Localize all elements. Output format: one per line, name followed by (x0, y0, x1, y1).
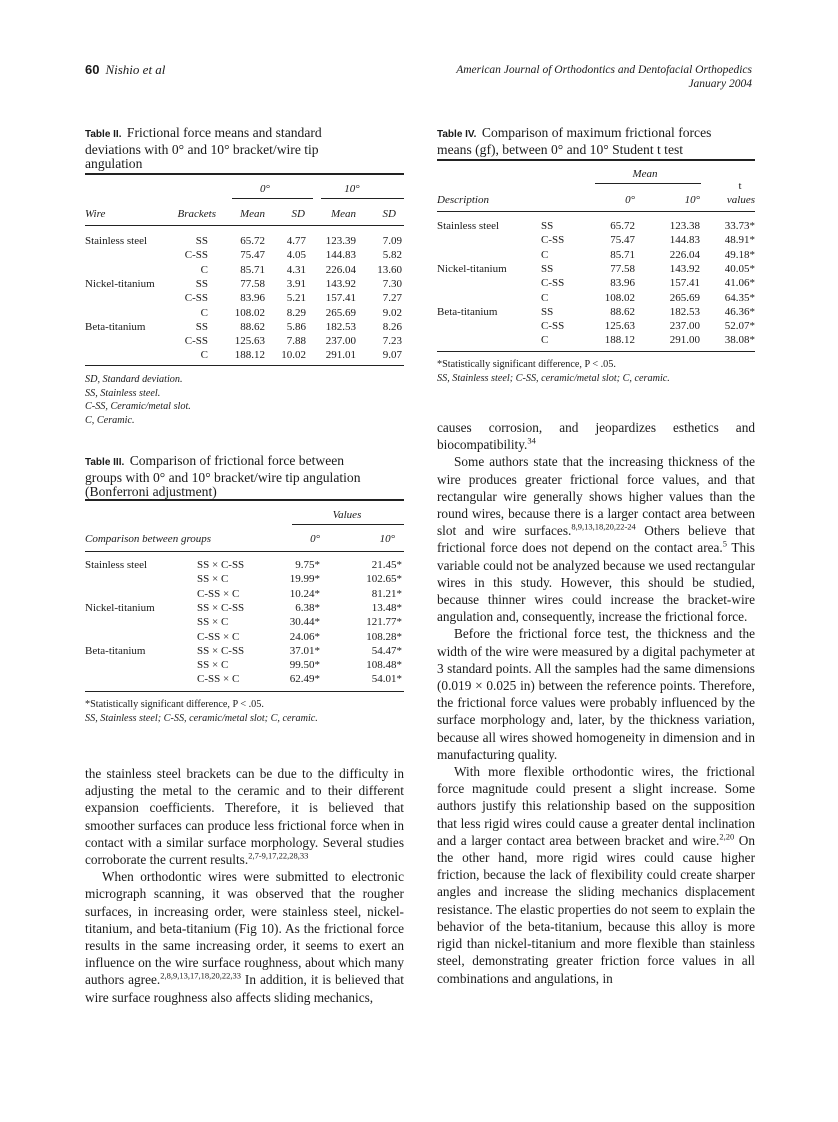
table3-caption-line: (Bonferroni adjustment) (85, 484, 217, 499)
table3-top-rule (85, 499, 404, 501)
table2-bottom-rule (85, 365, 404, 366)
table3-value0-cell: 19.99* (289, 573, 320, 586)
footnote: C, Ceramic. (85, 414, 135, 426)
running-header-right (412, 63, 752, 91)
table2-mean0-cell: 85.71 (240, 263, 265, 276)
paragraph (85, 868, 404, 1006)
table4-t-cell: 38.08* (724, 334, 755, 347)
table3-comparison-cell: SS × C-SS (197, 644, 245, 657)
text-run: Before the frictional force test, the thickness and the width of the wire were measured by a digital pachymeter at 3 standard points. All the samples had the same dimensions (0.019 × 0.025 in) between the reference points. Therefore, the frictional force values were probably influenced by the surface morphology and, later, by the thickness variation, because all wires showed homogeneity in dimension and in manufacturing quality. (437, 626, 755, 762)
table2-bracket-cell: C (200, 263, 208, 276)
table4-footnotes (437, 358, 670, 385)
table3-value0-cell: 30.44* (289, 616, 320, 629)
table3-caption-line: groups with 0° and 10° bracket/wire tip angulation (85, 469, 361, 485)
text-run: the stainless steel brackets can be due to the difficulty in adjusting the metal to the ceramic and to their different expansion coefficients. Therefore, it is believed that smoother surfaces can produce less frictional force when in contact with a similar surface morphology. Several studies corroborate the current results. (85, 766, 404, 868)
table4-t-cell: 49.18* (724, 248, 755, 261)
table4-mean10-cell: 144.83 (669, 234, 700, 247)
table4-header-rule (437, 211, 755, 212)
table3-value0-cell: 6.38* (295, 601, 320, 614)
table2-header-rule (85, 225, 404, 226)
table4-header-0: 0° (625, 194, 635, 206)
table4-mean10-cell: 226.04 (669, 248, 700, 261)
table2-bracket-cell: SS (195, 320, 208, 333)
table2-sd0-cell: 7.88 (286, 335, 306, 348)
table2-wire-cell: Nickel-titanium (85, 277, 155, 290)
body-left-column (85, 765, 404, 1006)
table3-comparison-cell: C-SS × C (197, 673, 240, 686)
table2-bracket-cell: C-SS (184, 335, 208, 348)
table2-bracket-cell: C-SS (184, 292, 208, 305)
table2-sd0-cell: 3.91 (286, 277, 306, 290)
table4-mean0-cell: 125.63 (604, 320, 635, 333)
table2-sd10-cell: 9.02 (382, 306, 402, 319)
table4-mean10-cell: 182.53 (669, 305, 700, 318)
table4-bracket-cell: C-SS (541, 234, 565, 247)
table2-sd10-cell: 8.26 (382, 320, 402, 333)
table3-header-comparison: Comparison between groups (85, 533, 212, 545)
table3-value10-cell: 108.48* (366, 659, 402, 672)
table2-sd0-cell: 4.77 (286, 235, 306, 247)
table3-value0-cell: 10.24* (289, 587, 320, 600)
text-run: With more flexible orthodontic wires, the frictional force magnitude could present a slight increase. Some authors justify this relationship based on the supposition that less rigid wires could cause a greater dental inclination and a larger contact area between bracket and wire. (437, 764, 755, 848)
table4-mean10-cell: 265.69 (669, 291, 700, 304)
table2-sd0-cell: 4.31 (286, 263, 306, 276)
footnote: C-SS, Ceramic/metal slot. (85, 401, 191, 412)
table2-mean10-cell: 265.69 (325, 306, 356, 319)
body-right-column (437, 419, 755, 987)
table4-t-cell: 40.05* (724, 262, 755, 275)
page-number: 60 (85, 62, 100, 77)
table2-group-0: 0° (260, 183, 270, 195)
table3-comparison-cell: SS × C (197, 616, 229, 629)
table4-wire-cell: Nickel-titanium (437, 262, 507, 275)
table2-top-rule (85, 173, 404, 175)
table3-value10-cell: 54.01* (371, 673, 402, 686)
table2-label: Table II. (85, 129, 122, 140)
table4-header-10: 10° (684, 194, 700, 206)
table2-caption-line: deviations with 0° and 10° bracket/wire tip (85, 141, 319, 157)
table2-sd0-cell: 5.86 (286, 320, 306, 333)
journal-name: American Journal of Orthodontics and Dentofacial Orthopedics (456, 64, 752, 76)
table2-sd0-cell: 4.05 (286, 249, 306, 262)
running-authors: Nishio et al (105, 62, 166, 77)
text-run: This variable could not be analyzed because we used rectangular wires in this study. However, this should be studied, because thinner wires could increase the bracket-wire angulation and, consequently, increase the frictional force. (437, 540, 755, 625)
footnote: *Statistically significant difference, P < .05. (85, 699, 264, 710)
table3-footnotes (85, 698, 318, 725)
table3-value0-cell: 37.01* (289, 644, 320, 657)
table2-sd10-cell: 7.23 (382, 335, 402, 348)
table4-group-rule (595, 183, 701, 184)
table3-caption-line: Comparison of frictional force between (129, 453, 345, 468)
table4-mean10-cell: 157.41 (669, 277, 700, 290)
table2-header-wire: Wire (85, 208, 106, 220)
text-run: In addition, it is believed that wire surface roughness also affects sliding mechanics, (85, 972, 404, 1005)
table4-mean0-cell: 188.12 (604, 334, 635, 347)
table3-wire-cell: Beta-titanium (85, 644, 146, 657)
table2-mean10-cell: 144.83 (325, 249, 356, 262)
table3-comparison-cell: SS × C-SS (197, 559, 245, 571)
table4-wire-cell: Beta-titanium (437, 305, 498, 318)
table4-bottom-rule (437, 351, 755, 352)
table3-header-values: Values (332, 509, 362, 521)
table2-sd10-cell: 7.27 (382, 292, 402, 305)
citation: 2,8,9,13,17,18,20,22,33 (160, 971, 241, 982)
table4-t-cell: 52.07* (724, 320, 755, 333)
table4-label: Table IV. (437, 129, 477, 140)
table4-header-description: Description (437, 194, 489, 206)
paragraph (437, 625, 755, 763)
table4-caption-line: means (gf), between 0° and 10° Student t test (437, 141, 684, 157)
table2-mean0-cell: 88.62 (240, 320, 265, 333)
table4-bracket-cell: SS (541, 220, 554, 232)
table2-mean0-cell: 188.12 (234, 349, 265, 362)
table2-header-sd: SD (382, 208, 396, 220)
table2-caption-line: angulation (85, 156, 143, 171)
table3-value10-cell: 81.21* (371, 587, 402, 600)
table2-mean0-cell: 125.63 (234, 335, 265, 348)
table4-header-mean: Mean (632, 168, 658, 180)
text-run: On the other hand, more rigid wires could cause higher friction, because the lack of flexibility could create sharper angles and increase the sliding mechanics displacement resistance. The elastic properties do not seem to explain the behavior of the beta-titanium, because this alloy is more rigid than nickel-titanium and more flexible than stainless steel, demonstrating greater friction force values in all combinations and angulations, in (437, 832, 755, 986)
table4-t-cell: 33.73* (724, 220, 755, 232)
table3-value10-cell: 121.77* (366, 616, 402, 629)
table2-mean10-cell: 157.41 (325, 292, 356, 305)
table3-comparison-cell: SS × C-SS (197, 601, 245, 614)
table3-bottom-rule (85, 691, 404, 692)
table4-wire-cell: Stainless steel (437, 220, 500, 232)
table2-bracket-cell: SS (195, 235, 208, 247)
footnote: SS, Stainless steel; C-SS, ceramic/metal slot; C, ceramic. (437, 372, 670, 384)
table2-sd0-cell: 10.02 (281, 349, 306, 362)
table4-mean10-cell: 237.00 (669, 320, 700, 333)
table2-mean0-cell: 65.72 (240, 235, 265, 247)
table4-bracket-cell: SS (541, 262, 554, 275)
table4-bracket-cell: C (541, 248, 549, 261)
table4-header-t: t (738, 180, 742, 192)
table3-comparison-cell: SS × C (197, 573, 229, 586)
table3-value10-cell: 54.47* (371, 644, 402, 657)
table3-group-rule (292, 524, 404, 525)
table2-mean10-cell: 182.53 (325, 320, 356, 333)
table4-bracket-cell: SS (541, 305, 554, 318)
table3-header-rule (85, 551, 404, 552)
table2-bracket-cell: C-SS (184, 249, 208, 262)
table2-header-brackets: Brackets (177, 208, 216, 220)
table2-mean0-cell: 77.58 (240, 277, 265, 290)
paragraph (437, 419, 755, 453)
table4-top-rule (437, 159, 755, 161)
table4-caption-line: Comparison of maximum frictional forces (481, 125, 712, 140)
footnote: SS, Stainless steel; C-SS, ceramic/metal slot; C, ceramic. (85, 712, 318, 724)
table2-sd10-cell: 13.60 (377, 263, 402, 276)
table2-wire-cell: Beta-titanium (85, 320, 146, 333)
text-run: Others believe that frictional force does not depend on the contact area. (437, 523, 755, 556)
footnote: SD, Standard deviation. (85, 374, 183, 385)
table3-comparison-cell: SS × C (197, 659, 229, 672)
table4-mean0-cell: 83.96 (610, 277, 635, 290)
table3-value10-cell: 108.28* (366, 630, 402, 643)
table4-mean0-cell: 75.47 (610, 234, 635, 247)
text-run: Some authors state that the increasing thickness of the wire produces greater frictional force values, and that rectangular wire generally shows higher values than the round wires, because there is a larger contact area between slot and wire surfaces. (437, 454, 755, 539)
table3-wire-cell: Nickel-titanium (85, 601, 155, 614)
table2-group-10: 10° (344, 183, 360, 195)
table2-mean10-cell: 226.04 (325, 263, 356, 276)
table4-mean0-cell: 85.71 (610, 248, 635, 261)
table2-header-mean: Mean (330, 208, 356, 220)
table4-bracket-cell: C (541, 291, 549, 304)
footnote: *Statistically significant difference, P < .05. (437, 359, 616, 370)
table2-mean10-cell: 237.00 (325, 335, 356, 348)
table3-value10-cell: 102.65* (366, 573, 402, 586)
table4-mean0-cell: 65.72 (610, 220, 635, 232)
table3-label: Table III. (85, 457, 125, 468)
table2-sd10-cell: 5.82 (382, 249, 402, 262)
table2-bracket-cell: SS (195, 277, 208, 290)
table2-sd10-cell: 7.09 (382, 235, 402, 247)
table4-mean0-cell: 77.58 (610, 262, 635, 275)
table2-header-sd: SD (291, 208, 305, 220)
table3-value0-cell: 24.06* (289, 630, 320, 643)
table3-wire-cell: Stainless steel (85, 559, 148, 571)
table4-t-cell: 48.91* (724, 234, 755, 247)
table3-value0-cell: 9.75* (295, 559, 320, 571)
table4-t-cell: 46.36* (724, 305, 755, 318)
table4-bracket-cell: C (541, 334, 549, 347)
table2-mean10-cell: 291.01 (325, 349, 356, 362)
table3-value0-cell: 99.50* (289, 659, 320, 672)
table3-comparison-cell: C-SS × C (197, 630, 240, 643)
table2-footnotes (85, 373, 191, 427)
table2-mean10-cell: 143.92 (325, 277, 356, 290)
table4-mean0-cell: 108.02 (604, 291, 635, 304)
table2-mean0-cell: 83.96 (240, 292, 265, 305)
footnote: SS, Stainless steel. (85, 387, 161, 399)
table4-t-cell: 64.35* (724, 291, 755, 304)
table4-mean0-cell: 88.62 (610, 305, 635, 318)
table2-caption-line: Frictional force means and standard (126, 125, 322, 140)
table4-t-cell: 41.06* (724, 277, 755, 290)
citation: 5 (722, 539, 728, 549)
running-header-left (85, 62, 165, 78)
table4-header-values: values (726, 194, 755, 206)
table2-group-rule (321, 198, 404, 199)
text-run: When orthodontic wires were submitted to electronic micrograph scanning, it was observed that the rougher surfaces, in increasing order, were stainless steel, nickel-titanium, and beta-titanium (Fig 10). As the frictional force results in the same increasing order, it seems to exert an influence on the wire surface roughness, about which many authors agree. (85, 869, 404, 988)
table3-caption (85, 454, 405, 500)
table3-value10-cell: 21.45* (371, 559, 402, 571)
citation: 2,7-9,17,22,28,33 (248, 850, 309, 861)
table3-header-10: 10° (379, 533, 395, 545)
paragraph (85, 765, 404, 868)
table2-bracket-cell: C (200, 349, 208, 362)
table2-sd10-cell: 7.30 (382, 277, 402, 290)
table4-mean10-cell: 291.00 (669, 334, 700, 347)
paragraph (437, 453, 755, 625)
text-run: causes corrosion, and jeopardizes esthetics and biocompatibility. (437, 420, 755, 453)
issue-date: January 2004 (688, 78, 752, 90)
table2-header-mean: Mean (239, 208, 265, 220)
table3-comparison-cell: C-SS × C (197, 587, 240, 600)
table4-bracket-cell: C-SS (541, 320, 565, 333)
table2-caption (85, 126, 385, 172)
table3-value0-cell: 62.49* (289, 673, 320, 686)
table2-mean0-cell: 75.47 (240, 249, 265, 262)
table2-sd0-cell: 8.29 (286, 306, 306, 319)
table2-sd10-cell: 9.07 (382, 349, 402, 362)
paragraph (437, 763, 755, 987)
table3-value10-cell: 13.48* (371, 601, 402, 614)
citation: 34 (527, 435, 536, 446)
table4-caption (437, 126, 757, 157)
citation: 8,9,13,18,20,22-24 (571, 521, 636, 532)
table4-mean10-cell: 143.92 (669, 262, 700, 275)
table2-sd0-cell: 5.21 (286, 292, 306, 305)
table3-header-0: 0° (310, 533, 320, 545)
table2-wire-cell: Stainless steel (85, 235, 148, 247)
table2-mean10-cell: 123.39 (325, 235, 356, 247)
citation: 2,20 (719, 831, 735, 842)
table4-mean10-cell: 123.38 (669, 220, 700, 232)
table4-bracket-cell: C-SS (541, 277, 565, 290)
table2-bracket-cell: C (200, 306, 208, 319)
table2-mean0-cell: 108.02 (234, 306, 265, 319)
table2-group-rule (232, 198, 313, 199)
